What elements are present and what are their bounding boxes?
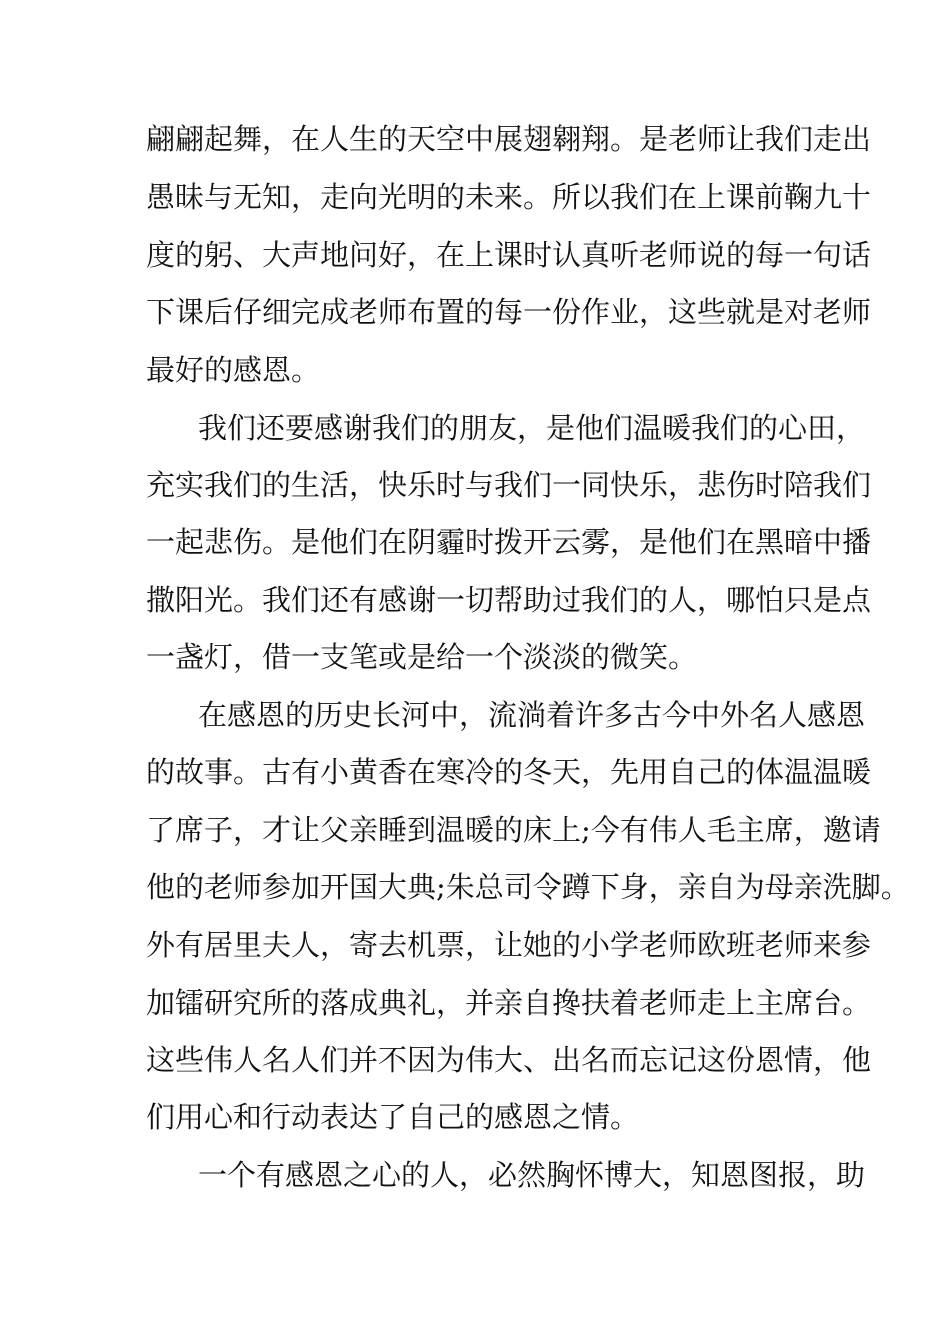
text-line: 外有居里夫人，寄去机票，让她的小学老师欧班老师来参 <box>146 928 872 962</box>
text-line: 加镭研究所的落成典礼，并亲自搀扶着老师走上主席台。 <box>146 986 872 1020</box>
text-line: 撒阳光。我们还有感谢一切帮助过我们的人，哪怕只是点 <box>146 583 872 617</box>
text-line: 度的躬、大声地问好，在上课时认真听老师说的每一句话 <box>146 238 872 272</box>
text-line: 一盏灯，借一支笔或是给一个淡淡的微笑。 <box>146 640 698 674</box>
text-line: 的故事。古有小黄香在寒冷的冬天，先用自己的体温温暖 <box>146 755 872 789</box>
text-line: 他的老师参加开国大典;朱总司令蹲下身，亲自为母亲洗脚。 <box>146 870 910 904</box>
text-line: 充实我们的生活，快乐时与我们一同快乐，悲伤时陪我们 <box>146 468 872 502</box>
text-line: 一起悲伤。是他们在阴霾时拨开云雾，是他们在黑暗中播 <box>146 525 872 559</box>
text-line: 翩翩起舞，在人生的天空中展翅翱翔。是老师让我们走出 <box>146 122 872 156</box>
text-line: 下课后仔细完成老师布置的每一份作业，这些就是对老师 <box>146 295 872 329</box>
text-line: 们用心和行动表达了自己的感恩之情。 <box>146 1100 640 1134</box>
text-line: 最好的感恩。 <box>146 353 321 387</box>
paragraph-first-line: 一个有感恩之心的人，必然胸怀博大，知恩图报，助 <box>198 1158 866 1192</box>
text-line: 愚昧与无知，走向光明的未来。所以我们在上课前鞠九十 <box>146 180 872 214</box>
paragraph-first-line: 我们还要感谢我们的朋友，是他们温暖我们的心田， <box>198 411 866 445</box>
text-line: 了席子，才让父亲睡到温暖的床上;今有伟人毛主席，邀请 <box>146 813 881 847</box>
text-line: 这些伟人名人们并不因为伟大、出名而忘记这份恩情，他 <box>146 1043 872 1077</box>
paragraph-first-line: 在感恩的历史长河中，流淌着许多古今中外名人感恩 <box>198 698 866 732</box>
